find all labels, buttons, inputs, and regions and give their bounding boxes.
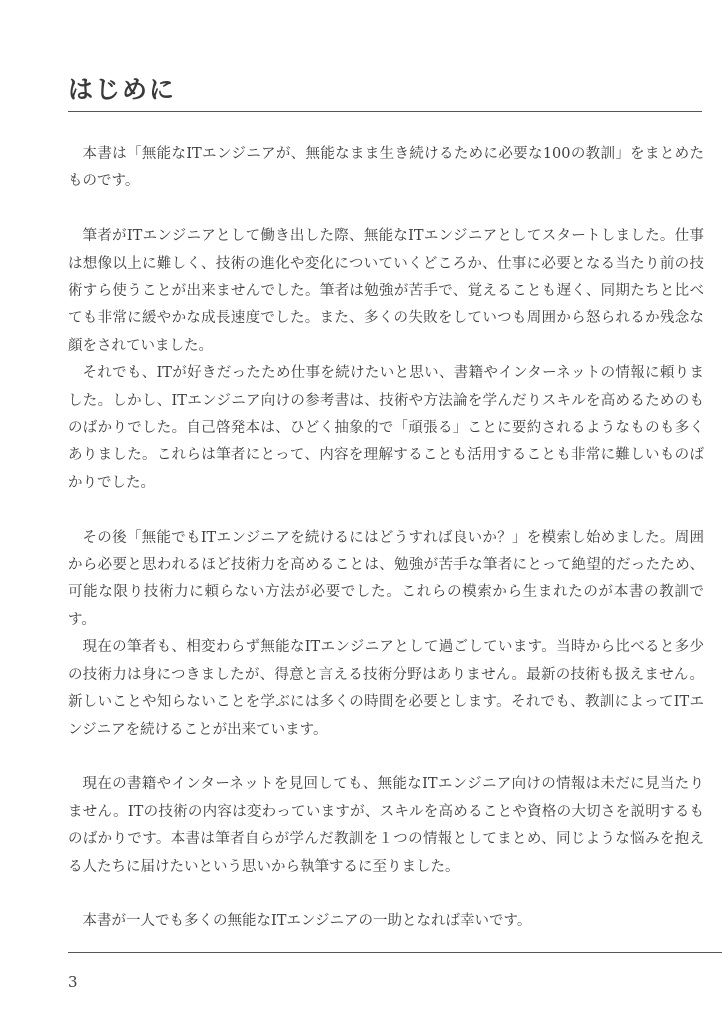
- title-divider: [68, 111, 702, 112]
- paragraph: 筆者がITエンジニアとして働き出した際、無能なITエンジニアとしてスタートしました。仕事は想像以上に難しく、技術の進化や変化についていくどころか、仕事に必要となる当たり前の技術すら使うことが出来ませんでした。筆者は勉強が苦手で、覚えることも遅く、同期たちと比べても非常に緩やかな成長速度でした。また、多くの失敗をしていつも周囲から怒られるか残念な顔をされていました。: [68, 228, 704, 354]
- page-title: はじめに: [68, 75, 177, 104]
- paragraph: その後「無能でもITエンジニアを続けるにはどうすれば良いか？」を模索し始めました。周囲から必要と思われるほど技術力を高めることは、勉強が苦手な筆者にとって絶望的だったため、可能な限り技術力に頼らない方法が必要でした。これらの模索から生まれたのが本書の教訓です。: [68, 529, 704, 628]
- paragraph: 現在の書籍やインターネットを見回しても、無能なITエンジニア向けの情報は未だに見当たりません。ITの技術の内容は変わっていますが、スキルを高めることや資格の大切さを説明するものばかりです。本書は筆者自らが学んだ教訓を１つの情報としてまとめ、同じような悩みを抱える人たちに届けたいという思いから執筆するに至りました。: [68, 776, 704, 875]
- paragraph: 本書は「無能なITエンジニアが、無能なまま生き続けるために必要な100の教訓」をまとめたものです。: [68, 146, 704, 190]
- paragraph: 現在の筆者も、相変わらず無能なITエンジニアとして過ごしています。当時から比べると多少の技術力は身につきましたが、得意と言える技術分野はありません。最新の技術も扱えません。新しいことや知らないことを学ぶには多くの時間を必要とします。それでも、教訓によってITエンジニアを続けることが出来ています。: [68, 639, 704, 738]
- page-body: [68, 141, 704, 936]
- footer-divider: [68, 952, 722, 953]
- paragraph: 本書が一人でも多くの無能なITエンジニアの一助となれば幸いです。: [82, 913, 532, 930]
- paragraph: それでも、ITが好きだったため仕事を続けたいと思い、書籍やインターネットの情報に頼りました。しかし、ITエンジニア向けの参考書は、技術や方法論を学んだりスキルを高めるためのものばかりでした。自己啓発本は、ひどく抽象的で「頑張る」ことに要約されるようなものも多くありました。これらは筆者にとって、内容を理解することも活用することも非常に難しいものばかりでした。: [68, 365, 704, 491]
- page-number: 3: [68, 973, 78, 991]
